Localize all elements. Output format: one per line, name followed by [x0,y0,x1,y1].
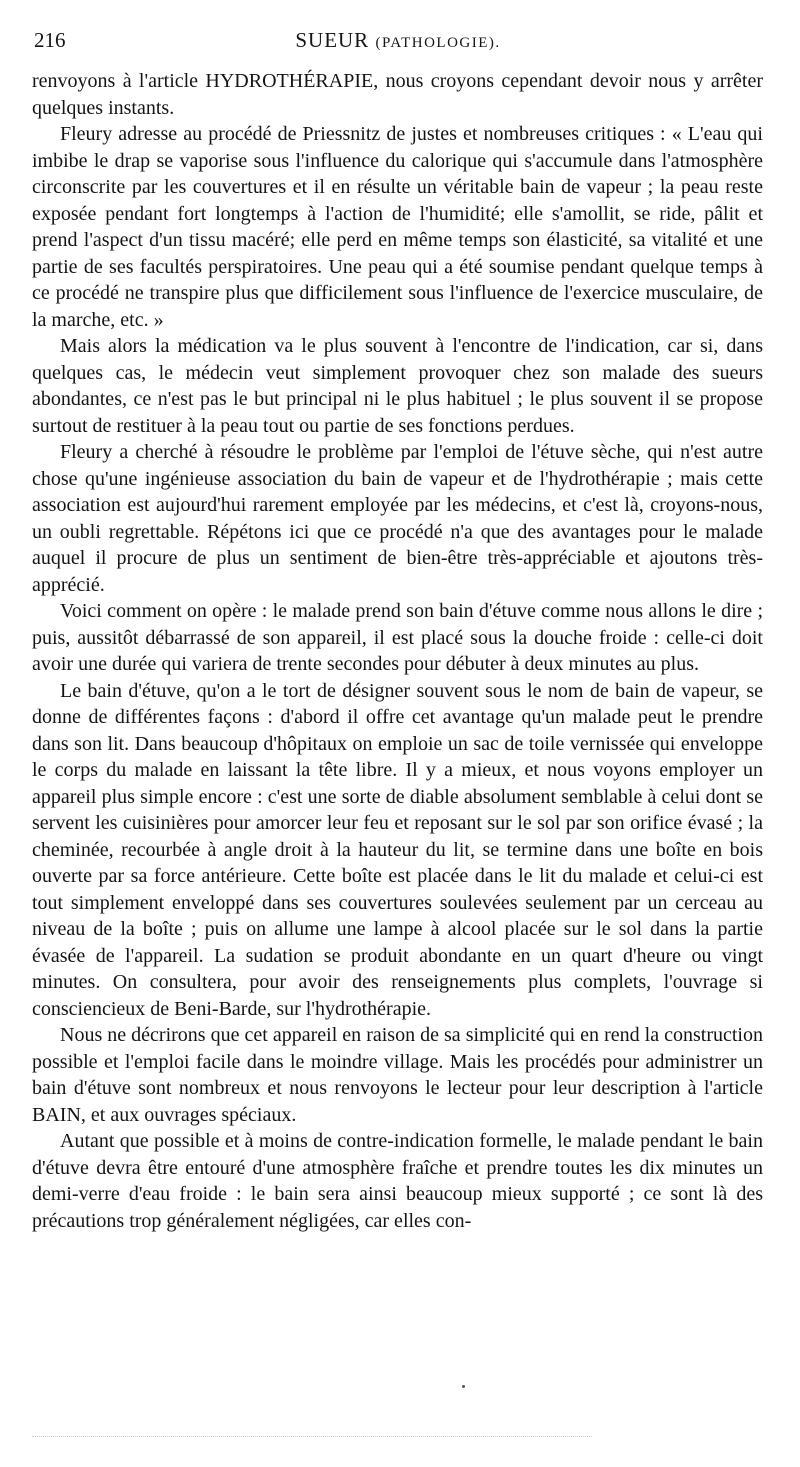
paragraph-operation: Voici comment on opère : le malade prend son bain d'étuve comme nous allons le dire ; puis, aussitôt débarrassé de son appareil, il est placé sous la douche froide : celle-ci doit avoir une durée qui variera de trente secondes pour débuter à deux minutes au plus. [32,600,763,675]
body-text [32,68,763,1234]
paragraph-medication: Mais alors la médication va le plus souvent à l'encontre de l'indication, car si, dans quelques cas, le médecin veut simplement provoquer chez son malade des sueurs abondantes, ce n'est pas le but principal ni le plus habituel ; le plus souvent il se propose surtout de restituer à la peau tout ou partie de ses fonctions perdues. [32,335,763,437]
paragraph-precautions: Autant que possible et à moins de contre-indication formelle, le malade pendant le bain d'étuve devra être entouré d'une atmosphère fraîche et prendre toutes les dix minutes un demi-verre d'eau froide : le bain sera ainsi beaucoup mieux supporté ; ce sont là des précautions trop généralement négligées, car elles con- [32,1130,763,1232]
running-title-sub: (PATHOLOGIE). [375,35,501,51]
running-title-main: SUEUR [295,28,370,52]
scan-noise-line [32,1436,592,1437]
page-number: 216 [34,28,66,52]
paragraph-appareil: Nous ne décrirons que cet appareil en raison de sa simplicité qui en rend la construction possible et l'emploi facile dans le moindre village. Mais les procédés pour administrer un bain d'étuve sont nombreux et nous renvoyons le lecteur pour leur description à l'article BAIN, et aux ouvrages spéciaux. [32,1024,763,1126]
paragraph-bain-etuve: Le bain d'étuve, qu'on a le tort de désigner souvent sous le nom de bain de vapeur, se donne de différentes façons : d'abord il offre cet avantage qu'un malade peut le prendre dans son lit. Dans beaucoup d'hôpitaux on emploie un sac de toile vernissée qui enveloppe le corps du malade en laissant la tête libre. Il y a mieux, et nous voyons employer un appareil plus simple encore : c'est une sorte de diable absolument semblable à celui dont se servent les cuisinières pour amorcer leur feu et reposant sur le sol par son orifice évasé ; la cheminée, recourbée à angle droit à la hauteur du lit, se termine dans une boîte en bois ouverte par sa force antérieure. Cette boîte est placée dans le lit du malade et celui-ci est tout simplement enveloppé dans ses couvertures soulevées seulement par un cerceau au niveau de la boîte ; puis on allume une lampe à alcool placée sur le sol dans la partie évasée de l'appareil. La sudation se produit abondante en un quart d'heure ou vingt minutes. On consultera, pour avoir des renseignements plus complets, l'ouvrage si consciencieux de Beni-Barde, sur l'hydrothérapie. [32,679,763,1020]
print-speck [462,1385,465,1388]
running-title [34,28,762,53]
paragraph-etuve-seche: Fleury a cherché à résoudre le problème par l'emploi de l'étuve sèche, qui n'est autre chose qu'une ingénieuse association du bain de vapeur et de l'hydrothérapie ; mais cette association est aujourd'hui rarement employée par les médecins, et c'est là, croyons-nous, un oubli regrettable. Répétons ici que ce procédé n'a que des avantages pour le malade auquel il procure de plus un sentiment de bien-être très-appréciable et ajoutons très-apprécié. [32,441,763,596]
paragraph-fleury-critique: Fleury adresse au procédé de Priessnitz de justes et nombreuses critiques : « L'eau qui imbibe le drap se vaporise sous l'influence du calorique qui s'accumule dans l'atmosphère circonscrite par les couvertures et il en résulte un véritable bain de vapeur ; la peau reste exposée pendant fort longtemps à l'action de l'humidité; elle s'amollit, se ride, pâlit et prend l'aspect d'un tissu macéré; elle perd en même temps son élasticité, sa vitalité et une partie de ses facultés perspiratoires. Une peau qui a été soumise pendant quelque temps à ce procédé ne transpire plus que difficilement sous l'influence de l'exercice musculaire, de la marche, etc. » [32,123,763,331]
running-header [34,28,762,56]
paragraph-continuation: renvoyons à l'article HYDROTHÉRAPIE, nous croyons cependant devoir nous y arrêter quelques instants. [32,70,763,119]
